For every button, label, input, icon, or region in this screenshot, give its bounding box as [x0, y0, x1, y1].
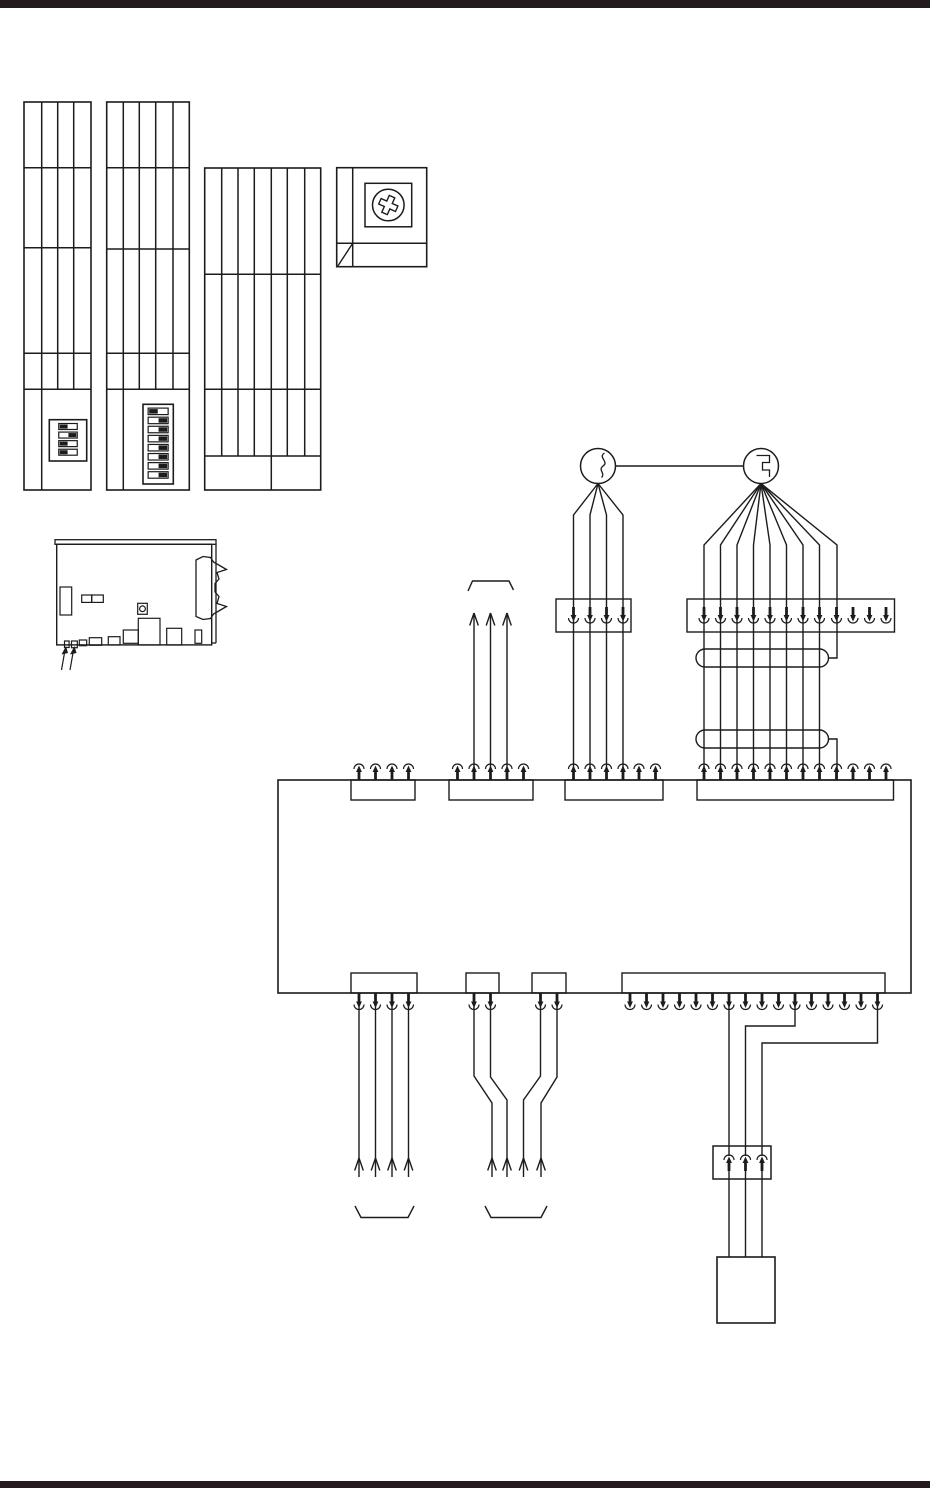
plug-pin-up-icon [757, 1155, 767, 1171]
plug-pin-down-icon [823, 994, 833, 1010]
dip-switch [59, 449, 78, 455]
plug-pin-down-icon [807, 994, 817, 1010]
plug-pin-up-icon [371, 764, 381, 780]
plug-pin-down-icon [699, 607, 709, 623]
pcb-component [167, 628, 182, 645]
plug-pin-down-icon [625, 994, 635, 1010]
plug-pin-down-icon [602, 607, 612, 623]
plug-pin-up-icon [798, 764, 808, 780]
plug-pin-up-icon [519, 764, 529, 780]
top-connector-1 [351, 764, 415, 800]
plug-pin-down-icon [749, 607, 759, 623]
plug-pin-up-icon [486, 764, 496, 780]
plug-pin-down-icon [865, 607, 875, 623]
plug-pin-up-icon [832, 764, 842, 780]
plug-pin-down-icon [552, 994, 562, 1010]
bottom-connector-2 [466, 973, 499, 1010]
plug-pin-up-icon [782, 764, 792, 780]
plug-pin-down-icon [716, 607, 726, 623]
plug-pin-down-icon [536, 994, 546, 1010]
plug-pin-down-icon [840, 994, 850, 1010]
pcb-terminal-arrow-icon [62, 646, 69, 670]
plug-pin-up-icon [724, 1155, 734, 1171]
plug-pin-down-icon [732, 607, 742, 623]
dip-switch-block-4 [49, 420, 86, 461]
pcb-terminal-arrow-icon [70, 646, 77, 670]
dip-switch [59, 441, 78, 447]
plug-pin-down-icon [757, 994, 767, 1010]
plug-pin-down-icon [569, 607, 579, 623]
controller-pcb [55, 540, 227, 670]
dip-switch [148, 472, 168, 478]
pcb-component [89, 638, 101, 646]
screw-terminal-plate [337, 168, 427, 267]
pcb-led [140, 606, 146, 612]
left-rotary-connector [581, 449, 616, 484]
plug-pin-up-icon [404, 764, 414, 780]
dip-switch-block-8 [143, 404, 173, 484]
dip-switch [148, 435, 168, 441]
plug-pin-down-icon [724, 994, 734, 1010]
plug-pin-up-icon [881, 764, 891, 780]
plug-pin-down-icon [585, 607, 595, 623]
plug-pin-down-icon [873, 994, 883, 1010]
plug-pin-down-icon [815, 607, 825, 623]
plug-pin-up-icon [749, 764, 759, 780]
pcb-component [123, 630, 138, 643]
bottom-border-bar [0, 1481, 930, 1488]
plug-pin-up-icon [815, 764, 825, 780]
plug-pin-up-icon [716, 764, 726, 780]
plug-pin-down-icon [881, 607, 891, 623]
right-rotary-connector [744, 449, 779, 484]
plug-pin-down-icon [618, 607, 628, 623]
pcb-component [92, 595, 104, 602]
plug-pin-up-icon [469, 764, 479, 780]
dip-switch [59, 424, 78, 430]
plug-pin-down-icon [387, 994, 397, 1010]
plug-pin-down-icon [741, 994, 751, 1010]
rack-panel-1 [24, 102, 91, 490]
plug-pin-up-icon [618, 764, 628, 780]
plug-pin-up-icon [741, 1155, 751, 1171]
top-left-plug-block [556, 599, 631, 632]
top-connector-3 [565, 764, 663, 800]
cable-shield-1 [696, 649, 829, 667]
plug-pin-down-icon [708, 994, 718, 1010]
pcb-component [82, 595, 92, 602]
pcb-component [138, 618, 160, 645]
cable-shield-2 [696, 730, 829, 748]
dip-switch [148, 463, 168, 469]
bottom-connector-1 [351, 973, 417, 1010]
plug-pin-down-icon [658, 994, 668, 1010]
plug-pin-down-icon [856, 994, 866, 1010]
plug-pin-up-icon [732, 764, 742, 780]
plug-pin-up-icon [602, 764, 612, 780]
plug-pin-down-icon [848, 607, 858, 623]
rack-panel-3 [205, 168, 321, 490]
pcb-component [195, 630, 202, 643]
plug-pin-up-icon [502, 764, 512, 780]
plug-pin-up-icon [569, 764, 579, 780]
plug-pin-down-icon [675, 994, 685, 1010]
plug-pin-down-icon [774, 994, 784, 1010]
plug-pin-down-icon [765, 607, 775, 623]
top-connector-2 [449, 764, 533, 800]
bottom-connector-4 [622, 973, 885, 1010]
plug-pin-up-icon [765, 764, 775, 780]
rack-panels [24, 102, 321, 490]
plug-pin-down-icon [486, 994, 496, 1010]
plug-pin-down-icon [371, 994, 381, 1010]
bottom-connector-3 [532, 973, 566, 1010]
plug-pin-down-icon [642, 994, 652, 1010]
dip-switch [148, 426, 168, 432]
plug-pin-up-icon [651, 764, 661, 780]
top-right-plug-block [687, 599, 895, 632]
plug-pin-up-icon [699, 764, 709, 780]
plug-pin-up-icon [585, 764, 595, 780]
plug-pin-up-icon [453, 764, 463, 780]
plug-pin-up-icon [387, 764, 397, 780]
end-device-box [717, 1257, 775, 1323]
plug-pin-up-icon [848, 764, 858, 780]
plug-pin-down-icon [782, 607, 792, 623]
plug-pin-up-icon [354, 764, 364, 780]
plug-pin-down-icon [832, 607, 842, 623]
pcb-component [108, 637, 120, 645]
dip-switch [59, 432, 78, 438]
dip-switch [148, 454, 168, 460]
cable-bundle-bracket-top [468, 581, 514, 591]
main-unit-box [278, 764, 911, 1010]
plug-pin-down-icon [404, 994, 414, 1010]
cable-bundle-bracket-left [355, 1206, 414, 1218]
cable-bundle-bracket-right [485, 1206, 547, 1218]
plug-pin-down-icon [354, 994, 364, 1010]
pcb-component [60, 587, 72, 615]
top-connector-4 [697, 764, 894, 800]
rack-panel-2 [107, 102, 190, 490]
dip-switch [148, 444, 168, 450]
plug-pin-down-icon [798, 607, 808, 623]
plug-pin-up-icon [865, 764, 875, 780]
plug-pin-down-icon [469, 994, 479, 1010]
plug-pin-down-icon [790, 994, 800, 1010]
dip-switch [148, 408, 168, 414]
plug-pin-up-icon [634, 764, 644, 780]
phillips-screw-icon [373, 189, 405, 221]
plug-pin-down-icon [691, 994, 701, 1010]
connection-diagram [278, 449, 911, 1324]
dip-switch [148, 417, 168, 423]
